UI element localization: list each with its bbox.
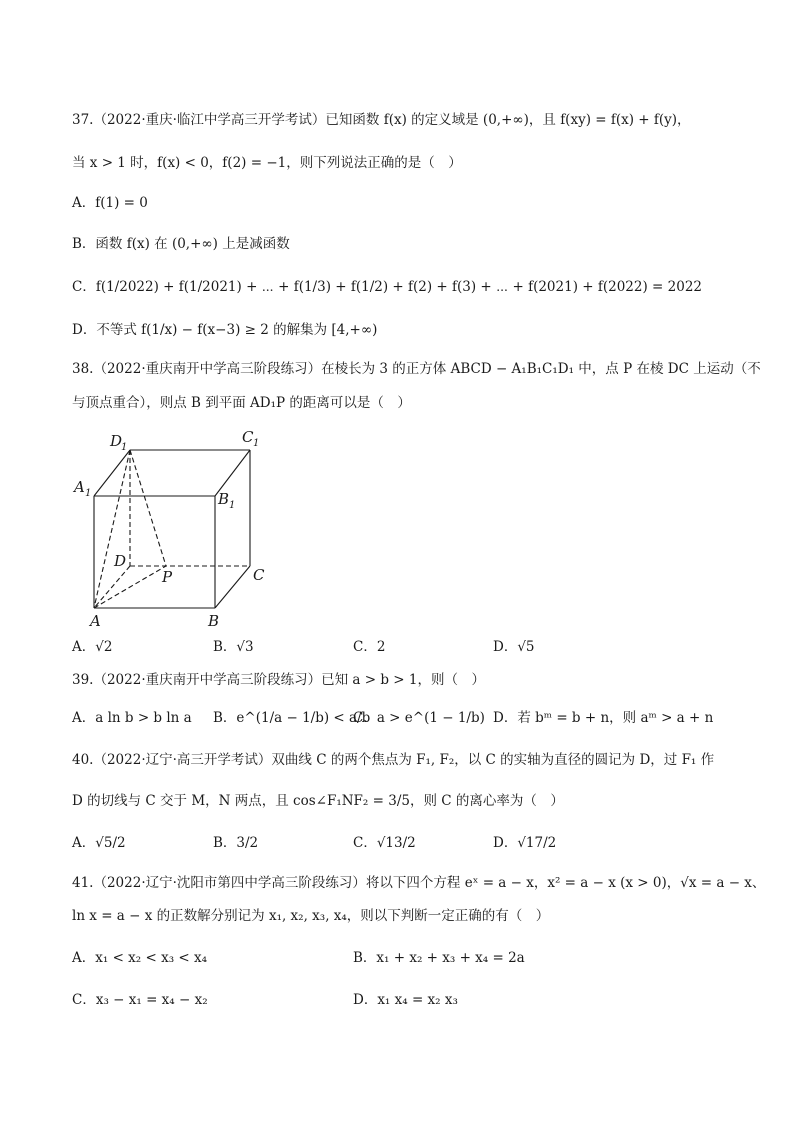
q39-option-a: A．a ln b > b ln a <box>72 710 192 726</box>
q40-stem-line1: 40.（2022·辽宁·高三开学考试）双曲线 C 的两个焦点为 F₁, F₂，以 C 的实轴为直径的圆记为 D，过 F₁ 作 <box>72 752 715 768</box>
q40-option-b: B．3/2 <box>213 835 259 851</box>
label-c1-sub: 1 <box>253 438 260 449</box>
cube-diagram <box>70 428 270 633</box>
q41-option-d: D．x₁ x₄ = x₂ x₃ <box>353 992 458 1008</box>
label-a1-sub: 1 <box>85 488 92 499</box>
q37-option-b: B．函数 f(x) 在 (0,+∞) 上是减函数 <box>72 236 290 252</box>
q37-option-d: D．不等式 f(1/x) − f(x−3) ≥ 2 的解集为 [4,+∞) <box>72 322 378 338</box>
q38-option-d: D．√5 <box>493 639 535 655</box>
label-a1: A <box>74 478 85 496</box>
q41-stem-line1: 41.（2022·辽宁·沈阳市第四中学高三阶段练习）将以下四个方程 eˣ = a − x，x² = a − x (x > 0)，√x = a − x、 <box>72 875 766 891</box>
segment-ap <box>94 566 166 608</box>
label-d1-sub: 1 <box>121 442 128 453</box>
q38-option-a: A．√2 <box>72 639 113 655</box>
label-b: B <box>208 612 220 630</box>
q39-option-b: B．e^(1/a − 1/b) < a/b <box>213 710 371 726</box>
label-c1: C <box>242 428 254 446</box>
label-a: A <box>90 612 101 630</box>
q40-option-c: C．√13/2 <box>353 835 416 851</box>
q37-option-a: A．f(1) = 0 <box>72 195 148 211</box>
q37-stem-line1: 37.（2022·重庆·临江中学高三开学考试）已知函数 f(x) 的定义域是 (0,+∞)，且 f(xy) = f(x) + f(y)， <box>72 112 691 128</box>
q41-option-c: C．x₃ − x₁ = x₄ − x₂ <box>72 992 208 1008</box>
q39-option-c: C．a > e^(1 − 1/b) <box>353 710 485 726</box>
label-b1-sub: 1 <box>229 500 236 511</box>
q38-option-b: B．√3 <box>213 639 254 655</box>
label-d: D <box>114 552 127 570</box>
q41-option-a: A．x₁ < x₂ < x₃ < x₄ <box>72 950 208 966</box>
edge-bc <box>215 566 250 608</box>
q38-stem-line1: 38.（2022·重庆南开中学高三阶段练习）在棱长为 3 的正方体 ABCD − A₁B₁C₁D₁ 中，点 P 在棱 DC 上运动（不 <box>72 361 761 377</box>
q37-option-c: C．f(1/2022) + f(1/2021) + ⋯ + f(1/3) + f(1/2) + f(2) + f(3) + ⋯ + f(2021) + f(2022) = 2022 <box>72 279 703 295</box>
q41-stem-line2: ln x = a − x 的正数解分别记为 x₁, x₂, x₃, x₄，则以下判断一定正确的有（ ） <box>72 908 550 924</box>
q39-stem-line1: 39.（2022·重庆南开中学高三阶段练习）已知 a > b > 1，则（ ） <box>72 672 485 688</box>
q38-option-c: C．2 <box>353 639 386 655</box>
cube-figure <box>70 428 270 633</box>
label-b1: B <box>218 490 230 508</box>
label-d1: D <box>110 432 123 450</box>
q37-stem-line2: 当 x > 1 时，f(x) < 0，f(2) = −1，则下列说法正确的是（ ） <box>72 155 462 171</box>
label-p: P <box>162 568 173 586</box>
edge-da-hidden <box>94 566 130 608</box>
q39-option-d: D．若 bᵐ = b + n，则 aᵐ > a + n <box>493 710 714 726</box>
q40-stem-line2: D 的切线与 C 交于 M，N 两点，且 cos∠F₁NF₂ = 3/5，则 C 的离心率为（ ） <box>72 793 564 809</box>
q40-option-a: A．√5/2 <box>72 835 126 851</box>
q38-stem-line2: 与顶点重合），则点 B 到平面 AD₁P 的距离可以是（ ） <box>72 395 411 411</box>
label-c: C <box>253 566 265 584</box>
q40-option-d: D．√17/2 <box>493 835 557 851</box>
q41-option-b: B．x₁ + x₂ + x₃ + x₄ = 2a <box>353 950 525 966</box>
edge-d1a1 <box>94 450 130 496</box>
segment-d1p <box>130 450 166 566</box>
